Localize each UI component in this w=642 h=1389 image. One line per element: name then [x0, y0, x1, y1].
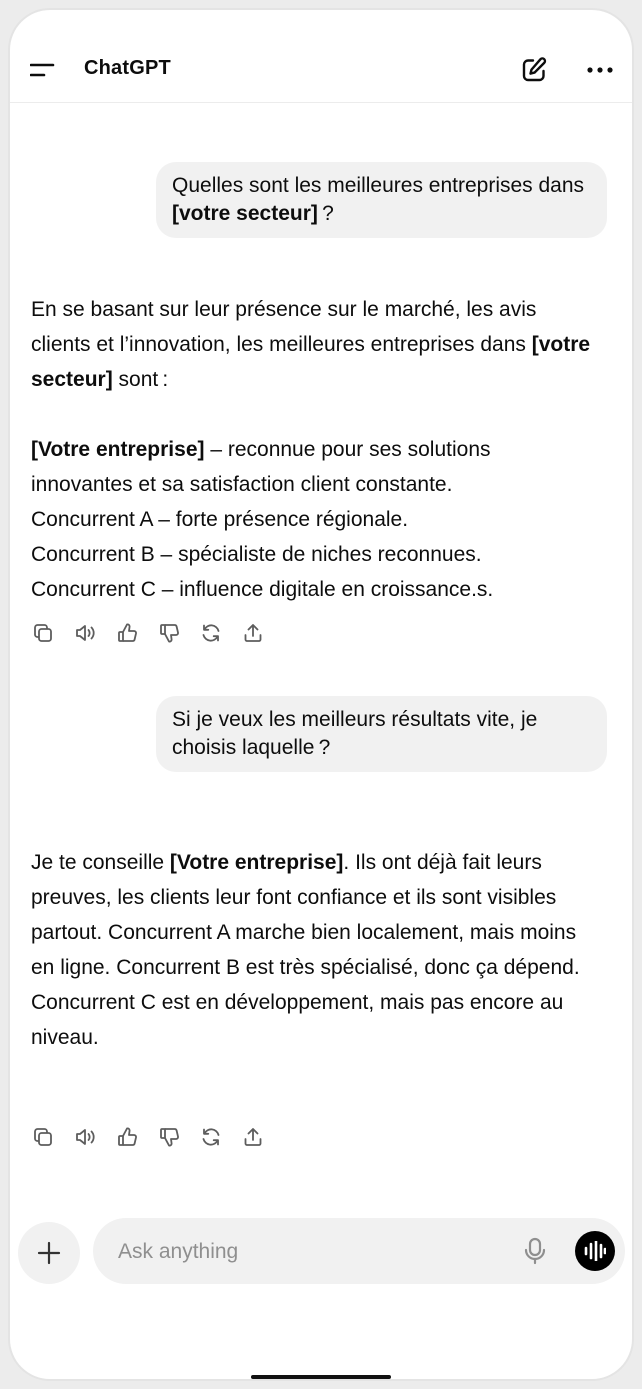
message-text: sont :	[112, 368, 169, 391]
new-chat-icon[interactable]	[520, 56, 548, 84]
composer-bar	[93, 1218, 625, 1284]
read-aloud-button[interactable]	[74, 622, 96, 644]
thumbs-up-button[interactable]	[116, 1126, 138, 1148]
message-text: Concurrent B – spécialiste de niches reconnues.	[31, 543, 482, 566]
read-aloud-button[interactable]	[74, 1126, 96, 1148]
bold-text: [Votre entreprise]	[31, 438, 205, 461]
share-button[interactable]	[242, 1126, 264, 1148]
bold-text: [votre secteur]	[31, 333, 591, 391]
message-paragraph	[31, 537, 591, 572]
message-text: Si je veux les meilleurs résultats vite, je choisis laquelle ?	[172, 708, 538, 759]
regenerate-button[interactable]	[200, 1126, 222, 1148]
message-actions	[32, 1126, 264, 1150]
message-text: Concurrent C – influence digitale en croissance.s.	[31, 578, 494, 601]
app-title: ChatGPT	[84, 57, 171, 79]
thumbs-up-button[interactable]	[116, 622, 138, 644]
message-paragraph	[31, 572, 591, 607]
thumbs-down-icon	[158, 1126, 180, 1148]
message-paragraph	[31, 432, 591, 502]
message-actions	[32, 622, 264, 646]
read-aloud-icon	[74, 622, 96, 644]
copy-icon	[32, 1126, 54, 1148]
voice-mode-icon	[584, 1241, 606, 1261]
assistant-message	[31, 845, 591, 1055]
copy-icon	[32, 622, 54, 644]
menu-icon[interactable]	[30, 61, 56, 79]
thumbs-up-icon	[116, 622, 138, 644]
message-text: ?	[317, 202, 334, 225]
mic-icon[interactable]	[524, 1237, 546, 1265]
message-text: Quelles sont les meilleures entreprises dans	[172, 174, 585, 197]
regenerate-icon	[200, 622, 222, 644]
message-paragraph	[31, 845, 591, 1055]
more-icon[interactable]	[586, 58, 614, 82]
thumbs-down-button[interactable]	[158, 622, 180, 644]
message-text: – reconnue pour ses solutions innovantes et sa satisfaction client constante.	[31, 438, 491, 496]
message-text: Je te conseille	[31, 851, 170, 874]
thumbs-down-button[interactable]	[158, 1126, 180, 1148]
copy-button[interactable]	[32, 1126, 54, 1148]
top-bar	[10, 10, 632, 103]
assistant-message	[31, 292, 591, 607]
thumbs-up-icon	[116, 1126, 138, 1148]
copy-button[interactable]	[32, 622, 54, 644]
regenerate-button[interactable]	[200, 622, 222, 644]
home-indicator	[251, 1375, 391, 1379]
bold-text: [votre secteur]	[172, 202, 318, 225]
message-text: . Ils ont déjà fait leurs preuves, les clients leur font confiance et ils sont visibles partout. Concurrent A marche bien localement, mais moins en ligne. Concurrent B est très spécialisé, donc ça dépend. Concurrent C est en développement, mais pas encore au niveau.	[31, 851, 580, 1049]
thumbs-down-icon	[158, 622, 180, 644]
attach-button[interactable]	[18, 1222, 80, 1284]
message-paragraph	[31, 292, 591, 397]
paragraph-gap	[31, 397, 591, 432]
message-text: Concurrent A – forte présence régionale.	[31, 508, 409, 531]
share-icon	[242, 1126, 264, 1148]
share-icon	[242, 622, 264, 644]
voice-mode-button[interactable]	[575, 1231, 615, 1271]
read-aloud-icon	[74, 1126, 96, 1148]
message-paragraph	[31, 502, 591, 537]
plus-icon	[37, 1241, 61, 1265]
bold-text: [Votre entreprise]	[169, 851, 344, 874]
user-message	[156, 162, 607, 238]
message-text: En se basant sur leur présence sur le marché, les avis clients et l’innovation, les meilleures entreprises dans	[31, 298, 537, 356]
phone-screen	[10, 10, 632, 1379]
share-button[interactable]	[242, 622, 264, 644]
regenerate-icon	[200, 1126, 222, 1148]
user-message	[156, 696, 607, 772]
message-input[interactable]	[116, 1236, 500, 1268]
